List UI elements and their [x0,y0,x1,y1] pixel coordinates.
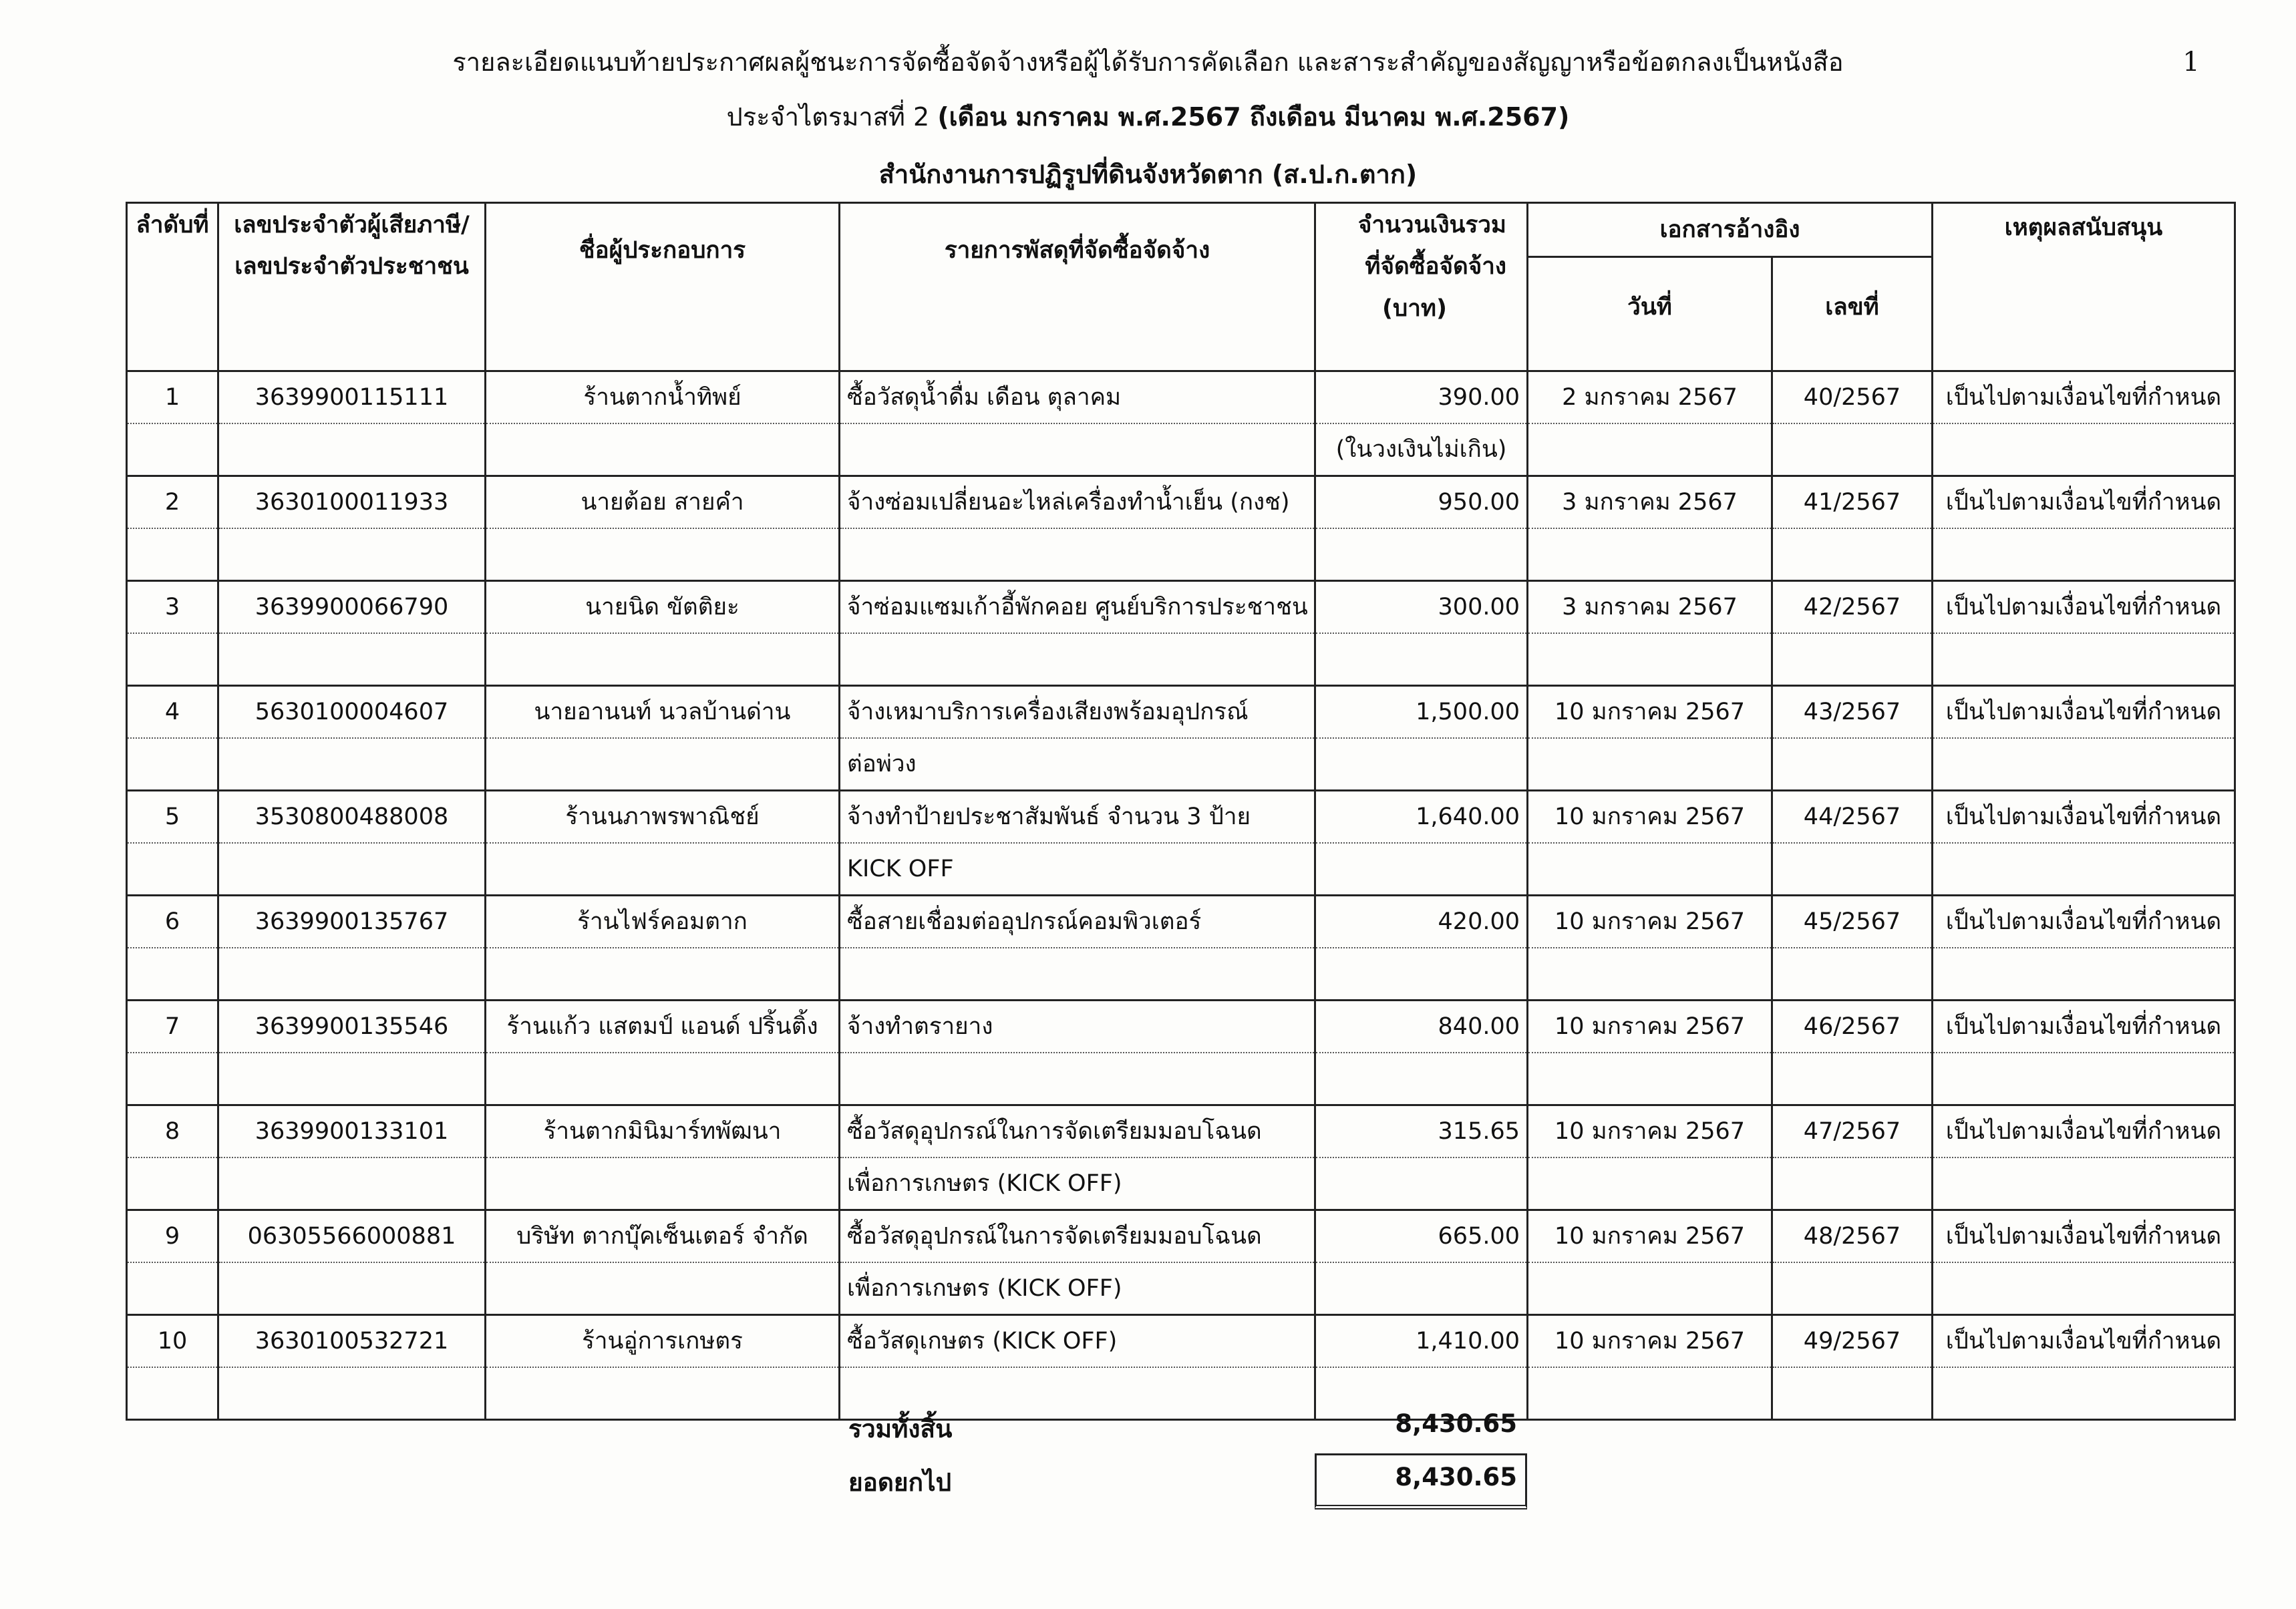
cell-tax-id: 5630100004607 [218,686,486,739]
carry-value: 8,430.65 [1395,1463,1517,1491]
cell-item-continued: เพื่อการเกษตร (KICK OFF) [840,1157,1315,1210]
cell-doc-date: 10 มกราคม 2567 [1528,1315,1772,1368]
cell-tax-id: 3639900133101 [218,1105,486,1158]
table-row [127,371,2235,424]
cell-vendor: นายนิด ขัตติยะ [486,581,840,634]
cell-tax-id: 3639900135546 [218,1001,486,1053]
cell-reason: เป็นไปตามเงื่อนไขที่กำหนด [1933,791,2235,844]
cell-amount: 840.00 [1315,1001,1528,1053]
header-agency [0,154,2296,194]
cell-reason: เป็นไปตามเงื่อนไขที่กำหนด [1933,896,2235,948]
cell-tax-id: 3639900135767 [218,896,486,948]
cell-item-continued [840,948,1315,1001]
cell-item-continued [840,1053,1315,1105]
cell-doc-no: 46/2567 [1772,1001,1933,1053]
procurement-table [126,202,2236,1421]
cell-doc-no: 40/2567 [1772,371,1933,424]
total-label: รวมทั้งสิ้น [848,1415,953,1443]
col-header-items: รายการพัสดุที่จัดซื้อจัดจ้าง [840,203,1315,371]
cell-amount: 665.00 [1315,1210,1528,1263]
cell-doc-no: 42/2567 [1772,581,1933,634]
cell-item: ซื้อวัสดุน้ำดื่ม เดือน ตุลาคม [840,371,1315,424]
cell-reason: เป็นไปตามเงื่อนไขที่กำหนด [1933,1105,2235,1158]
cell-reason: เป็นไปตามเงื่อนไขที่กำหนด [1933,371,2235,424]
col-header-reason: เหตุผลสนับสนุน [1933,203,2235,371]
cell-tax-id: 3639900115111 [218,371,486,424]
cell-item: จ้างทำป้ายประชาสัมพันธ์ จำนวน 3 ป้าย [840,791,1315,844]
cell-no: 1 [127,371,218,424]
header-quarter: ประจำไตรมาสที่ 2 [726,102,938,132]
cell-amount: 420.00 [1315,896,1528,948]
cell-amount: 1,500.00 [1315,686,1528,739]
table-row [127,896,2235,948]
cell-item: จ้าซ่อมแซมเก้าอี้พักคอย ศูนย์บริการประชาชน [840,581,1315,634]
cell-doc-date: 3 มกราคม 2567 [1528,476,1772,529]
cell-doc-no: 43/2567 [1772,686,1933,739]
table-row-continuation [127,1053,2235,1105]
cell-no: 9 [127,1210,218,1263]
table-row-continuation [127,423,2235,476]
table-row-continuation [127,738,2235,791]
table-row-continuation [127,528,2235,581]
col-header-doc-date: วันที่ [1528,257,1772,371]
cell-item-continued: เพื่อการเกษตร (KICK OFF) [840,1262,1315,1315]
cell-no: 6 [127,896,218,948]
cell-vendor: นายต้อย สายคำ [486,476,840,529]
tax-id-header-line1: เลขประจำตัวผู้เสียภาษี/ [234,212,470,238]
cell-doc-date: 10 มกราคม 2567 [1528,1001,1772,1053]
cell-amount: 300.00 [1315,581,1528,634]
amount-header-line3: (บาท) [1382,295,1447,322]
table-row [127,1001,2235,1053]
cell-item: ซื้อสายเชื่อมต่ออุปกรณ์คอมพิวเตอร์ [840,896,1315,948]
total-value: 8,430.65 [1395,1409,1517,1438]
cell-amount-note [1315,528,1528,581]
cell-reason: เป็นไปตามเงื่อนไขที่กำหนด [1933,581,2235,634]
tax-id-header-line2: เลขประจำตัวประชาชน [234,253,469,281]
cell-tax-id: 3639900066790 [218,581,486,634]
col-header-doc: เอกสารอ้างอิง [1528,203,1933,257]
cell-reason: เป็นไปตามเงื่อนไขที่กำหนด [1933,476,2235,529]
cell-no: 4 [127,686,218,739]
cell-doc-no: 45/2567 [1772,896,1933,948]
cell-vendor: นายอานนท์ นวลบ้านด่าน [486,686,840,739]
cell-amount-note [1315,1157,1528,1210]
cell-vendor: ร้านอู่การเกษตร [486,1315,840,1368]
cell-item: จ้างทำตรายาง [840,1001,1315,1053]
cell-doc-date: 10 มกราคม 2567 [1528,1105,1772,1158]
table-row [127,1105,2235,1158]
carry-label: ยอดยกไป [848,1468,952,1497]
cell-reason: เป็นไปตามเงื่อนไขที่กำหนด [1933,686,2235,739]
cell-doc-date: 3 มกราคม 2567 [1528,581,1772,634]
col-header-amount [1315,203,1528,371]
header-period: (เดือน มกราคม พ.ศ.2567 ถึงเดือน มีนาคม พ.ศ.2567) [937,102,1570,132]
table-row [127,791,2235,844]
cell-no: 7 [127,1001,218,1053]
amount-header-line2: ที่จัดซื้อจัดจ้าง [1365,253,1506,281]
cell-item-continued: KICK OFF [840,843,1315,896]
cell-vendor: ร้านนภาพรพาณิชย์ [486,791,840,844]
table-row [127,1315,2235,1368]
cell-amount: 315.65 [1315,1105,1528,1158]
cell-amount: 390.00 [1315,371,1528,424]
table-row [127,686,2235,739]
cell-vendor: ร้านตากน้ำทิพย์ [486,371,840,424]
cell-amount-note [1315,738,1528,791]
cell-item-continued [840,528,1315,581]
col-header-doc-no: เลขที่ [1772,257,1933,371]
cell-doc-date: 2 มกราคม 2567 [1528,371,1772,424]
table-row-continuation [127,1262,2235,1315]
col-header-vendor: ชื่อผู้ประกอบการ [486,203,840,371]
table-row [127,581,2235,634]
cell-amount-note [1315,1262,1528,1315]
table-row-continuation [127,843,2235,896]
cell-vendor: ร้านแก้ว แสตมป์ แอนด์ ปริ้นติ้ง [486,1001,840,1053]
cell-item-continued: ต่อพ่วง [840,738,1315,791]
cell-no: 3 [127,581,218,634]
cell-doc-no: 41/2567 [1772,476,1933,529]
table-row-continuation [127,948,2235,1001]
cell-amount-note [1315,633,1528,686]
cell-item: ซื้อวัสดุเกษตร (KICK OFF) [840,1315,1315,1368]
table-row [127,1210,2235,1263]
cell-no: 8 [127,1105,218,1158]
page-number: 1 [2182,47,2200,77]
table-row-continuation [127,1367,2235,1420]
cell-amount-note: (ในวงเงินไม่เกิน) [1315,423,1528,476]
cell-reason: เป็นไปตามเงื่อนไขที่กำหนด [1933,1315,2235,1368]
cell-amount: 1,640.00 [1315,791,1528,844]
table-row [127,476,2235,529]
cell-item: ซื้อวัสดุอุปกรณ์ในการจัดเตรียมมอบโฉนด [840,1105,1315,1158]
cell-vendor: ร้านตากมินิมาร์ทพัฒนา [486,1105,840,1158]
cell-tax-id: 3630100011933 [218,476,486,529]
col-header-tax-id [218,203,486,371]
cell-doc-no: 44/2567 [1772,791,1933,844]
cell-vendor: บริษัท ตากบุ๊คเซ็นเตอร์ จำกัด [486,1210,840,1263]
cell-tax-id: 3630100532721 [218,1315,486,1368]
cell-item: จ้างซ่อมเปลี่ยนอะไหล่เครื่องทำน้ำเย็น (กงช) [840,476,1315,529]
cell-doc-date: 10 มกราคม 2567 [1528,686,1772,739]
cell-tax-id: 06305566000881 [218,1210,486,1263]
cell-doc-date: 10 มกราคม 2567 [1528,896,1772,948]
cell-doc-date: 10 มกราคม 2567 [1528,1210,1772,1263]
amount-header-line1: จำนวนเงินรวม [1357,212,1506,238]
cell-item-continued [840,423,1315,476]
cell-no: 5 [127,791,218,844]
cell-doc-date: 10 มกราคม 2567 [1528,791,1772,844]
cell-amount: 1,410.00 [1315,1315,1528,1368]
agency-name: สำนักงานการปฏิรูปที่ดินจังหวัดตาก (ส.ป.ก.ตาก) [878,160,1418,189]
cell-no: 2 [127,476,218,529]
header-line-2 [0,96,2296,137]
header-line-1: รายละเอียดแนบท้ายประกาศผลผู้ชนะการจัดซื้อจัดจ้างหรือผู้ได้รับการคัดเลือก และสาระสำคัญของสัญญาหรือข้อตกลงเป็นหนังสือ [452,47,1844,77]
cell-doc-no: 49/2567 [1772,1315,1933,1368]
cell-doc-no: 48/2567 [1772,1210,1933,1263]
cell-amount-note [1315,843,1528,896]
cell-item: จ้างเหมาบริการเครื่องเสียงพร้อมอุปกรณ์ [840,686,1315,739]
table-row-continuation [127,633,2235,686]
table-row-continuation [127,1157,2235,1210]
col-header-no: ลำดับที่ [127,203,218,371]
cell-amount: 950.00 [1315,476,1528,529]
cell-item-continued [840,633,1315,686]
cell-item: ซื้อวัสดุอุปกรณ์ในการจัดเตรียมมอบโฉนด [840,1210,1315,1263]
cell-vendor: ร้านไฟร์คอมตาก [486,896,840,948]
cell-reason: เป็นไปตามเงื่อนไขที่กำหนด [1933,1001,2235,1053]
cell-reason: เป็นไปตามเงื่อนไขที่กำหนด [1933,1210,2235,1263]
cell-doc-no: 47/2567 [1772,1105,1933,1158]
cell-no: 10 [127,1315,218,1368]
cell-amount-note [1315,1053,1528,1105]
cell-tax-id: 3530800488008 [218,791,486,844]
cell-amount-note [1315,948,1528,1001]
